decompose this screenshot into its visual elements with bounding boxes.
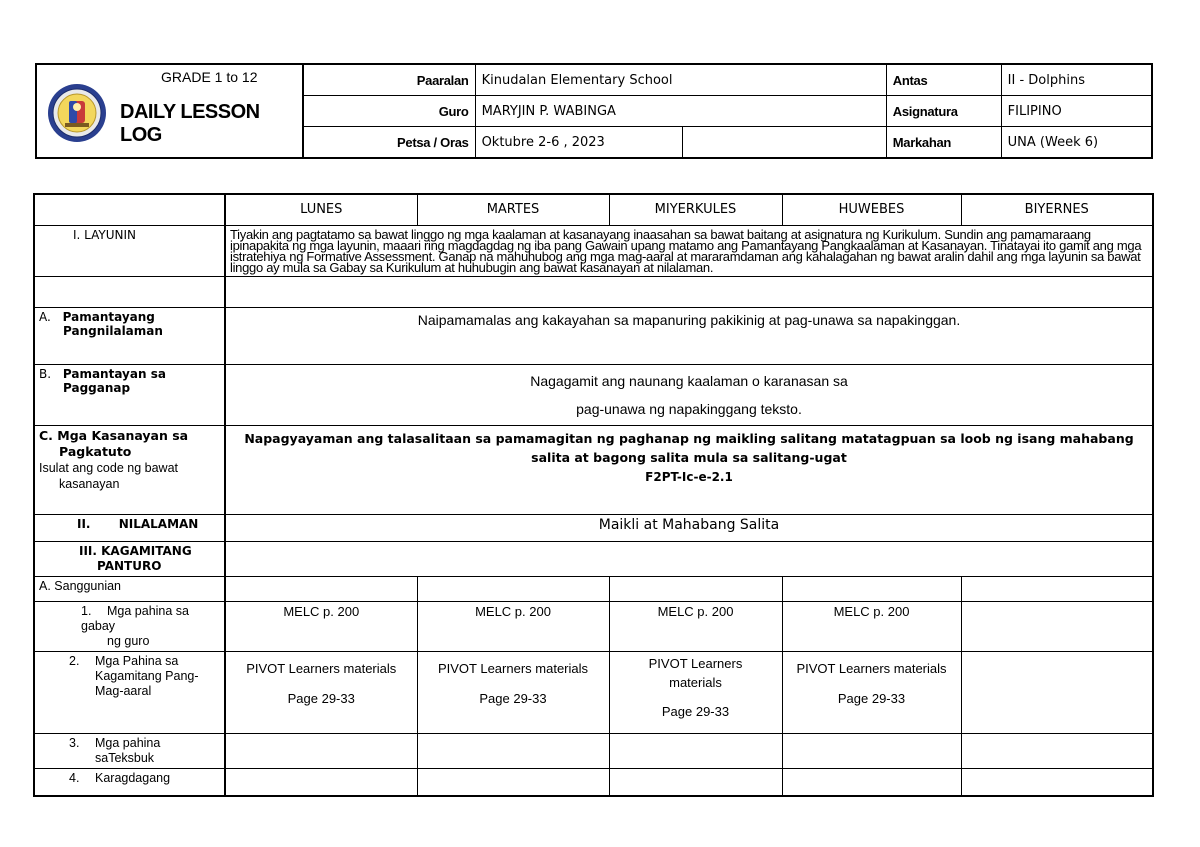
date-extra-cell <box>683 127 887 159</box>
objectives-spacer-label <box>34 276 225 307</box>
learner-materials-source: PIVOT Learners materials <box>648 655 743 690</box>
additional-materials-label <box>34 768 225 796</box>
materials-label-line2: PANTURO <box>97 558 162 573</box>
grade-range: GRADE 1 to 12 <box>161 69 258 85</box>
teacher-guide-num: 1. <box>81 603 92 618</box>
teacher-label: Guro <box>303 96 475 127</box>
date-value: Oktubre 2-6 , 2023 <box>475 127 683 159</box>
learner-materials-tuesday <box>417 651 609 733</box>
learner-materials-line3: Mag-aaral <box>95 683 152 698</box>
additional-materials-line1: Karagdagang <box>95 770 171 785</box>
objectives-label: I. LAYUNIN <box>34 225 225 276</box>
day-header-monday: LUNES <box>225 194 417 225</box>
content-label <box>34 514 225 541</box>
references-cell <box>225 576 417 601</box>
school-value: Kinudalan Elementary School <box>475 64 886 96</box>
references-label: A. Sanggunian <box>34 576 225 601</box>
content-label-text: NILALAMAN <box>118 516 199 531</box>
date-label: Petsa / Oras <box>303 127 475 159</box>
learner-materials-pages: Page 29-33 <box>479 690 547 706</box>
logo-cell <box>36 64 303 158</box>
additional-materials-num: 4. <box>69 770 80 785</box>
textbook-pages-cell <box>961 733 1153 768</box>
learner-materials-line2: Kagamitang Pang- <box>95 668 199 683</box>
learner-materials-source: PIVOT Learners materials <box>437 660 589 676</box>
teacher-guide-label <box>34 601 225 651</box>
learner-materials-source: PIVOT Learners materials <box>246 660 397 676</box>
learner-materials-wednesday <box>609 651 782 733</box>
competencies-label-line4: kasanayan <box>59 476 120 491</box>
competencies-description: Napagyayaman ang talasalitaan sa pamamagitan ng paghanap ng maikling salitang matatagpuan sa loob ng isang mahabang salita at bagong salita mula sa salitang-ugat <box>244 430 1134 465</box>
corner-cell <box>34 194 225 225</box>
day-header-friday: BIYERNES <box>961 194 1153 225</box>
document-title: DAILY LESSON LOG <box>120 101 260 146</box>
performance-standard-label <box>34 364 225 425</box>
deped-seal-icon <box>47 83 107 143</box>
materials-label-line1: III. KAGAMITANG <box>79 543 192 558</box>
materials-cell <box>225 541 1153 576</box>
teacher-guide-line1: Mga pahina sa gabay <box>81 603 190 633</box>
additional-materials-cell <box>225 768 417 796</box>
content-standard-line2: Pangnilalaman <box>63 323 163 338</box>
quarter-value: UNA (Week 6) <box>1001 127 1152 159</box>
teacher-guide-thursday: MELC p. 200 <box>782 601 961 651</box>
performance-standard-letter: B. <box>39 366 52 381</box>
references-cell <box>961 576 1153 601</box>
content-standard-line1: Pamantayang <box>62 309 155 324</box>
grade-level-label: Antas <box>886 64 1001 96</box>
competency-code: F2PT-Ic-e-2.1 <box>645 469 733 484</box>
references-cell <box>417 576 609 601</box>
school-label: Paaralan <box>303 64 475 96</box>
textbook-pages-cell <box>782 733 961 768</box>
performance-standard-text-line1: Nagagamit ang naunang kaalaman o karanasan sa <box>530 372 848 389</box>
textbook-pages-line1: Mga pahina <box>95 735 161 750</box>
learner-materials-monday <box>225 651 417 733</box>
day-header-thursday: HUWEBES <box>782 194 961 225</box>
competencies-label-line3: Isulat ang code ng bawat <box>39 460 178 475</box>
additional-materials-cell <box>417 768 609 796</box>
textbook-pages-cell <box>417 733 609 768</box>
learner-materials-line1: Mga Pahina sa <box>95 653 179 668</box>
additional-materials-cell <box>609 768 782 796</box>
competencies-label <box>34 425 225 514</box>
textbook-pages-cell <box>225 733 417 768</box>
learner-materials-friday <box>961 651 1153 733</box>
performance-standard-text-line2: pag-unawa ng napakinggang teksto. <box>576 400 802 417</box>
competencies-label-line1: C. Mga Kasanayan sa <box>39 427 189 443</box>
competencies-label-line2: Pagkatuto <box>59 443 132 459</box>
lesson-table <box>33 193 1154 797</box>
teacher-guide-friday <box>961 601 1153 651</box>
learner-materials-pages: Page 29-33 <box>287 690 355 706</box>
performance-standard-text <box>225 364 1153 425</box>
performance-standard-line2: Pagganap <box>63 380 131 395</box>
textbook-pages-num: 3. <box>69 735 80 750</box>
references-cell <box>609 576 782 601</box>
subject-value: FILIPINO <box>1001 96 1152 127</box>
textbook-pages-label <box>34 733 225 768</box>
content-standard-letter: A. <box>39 309 51 324</box>
day-header-tuesday: MARTES <box>417 194 609 225</box>
learner-materials-pages: Page 29-33 <box>837 690 906 706</box>
materials-label <box>34 541 225 576</box>
teacher-guide-monday: MELC p. 200 <box>225 601 417 651</box>
learner-materials-label <box>34 651 225 733</box>
learner-materials-thursday <box>782 651 961 733</box>
day-header-wednesday: MIYERKULES <box>609 194 782 225</box>
content-standard-label <box>34 307 225 364</box>
additional-materials-cell <box>961 768 1153 796</box>
teacher-guide-line2: ng guro <box>107 633 150 648</box>
content-text: Maikli at Mahabang Salita <box>225 514 1153 541</box>
objectives-spacer <box>225 276 1153 307</box>
teacher-value: MARYJIN P. WABINGA <box>475 96 886 127</box>
header-table <box>35 63 1153 159</box>
quarter-label: Markahan <box>886 127 1001 159</box>
learner-materials-pages: Page 29-33 <box>661 703 730 719</box>
textbook-pages-line2: saTeksbuk <box>95 750 155 765</box>
grade-level-value: II - Dolphins <box>1001 64 1152 96</box>
subject-label: Asignatura <box>886 96 1001 127</box>
references-cell <box>782 576 961 601</box>
competencies-text <box>225 425 1153 514</box>
content-standard-text: Naipamamalas ang kakayahan sa mapanuring pakikinig at pag-unawa sa napakinggan. <box>225 307 1153 364</box>
performance-standard-line1: Pamantayan sa <box>62 366 166 381</box>
teacher-guide-wednesday: MELC p. 200 <box>609 601 782 651</box>
teacher-guide-tuesday: MELC p. 200 <box>417 601 609 651</box>
learner-materials-source: PIVOT Learners materials <box>796 660 947 676</box>
content-label-num: II. <box>77 516 91 531</box>
objectives-text: Tiyakin ang pagtatamo sa bawat linggo ng mga kaalaman at kasanayang inaasahan sa bawat baitang at asignatura ng Kurikulum. Sundin ang pamamaraang ipinapakita ng mga layunin, maaari ring magdagdag ng iba pang Gawain upang matamo ang Pamantayang Pangkaalaman at Kasanayan. Tinatayai ito gamit ang mga istratehiya ng Formative Assessment. Ganap na mahuhubog ang mga mag-aaral at mararamdaman ang kahalagahan ng bawat aralin dahil ang mga layunin sa bawat linggo ay mula sa Gabay sa Kurikulum at huhubugin ang bawat kasanayan at nilalaman. <box>225 225 1153 276</box>
textbook-pages-cell <box>609 733 782 768</box>
learner-materials-num: 2. <box>69 653 80 668</box>
additional-materials-cell <box>782 768 961 796</box>
